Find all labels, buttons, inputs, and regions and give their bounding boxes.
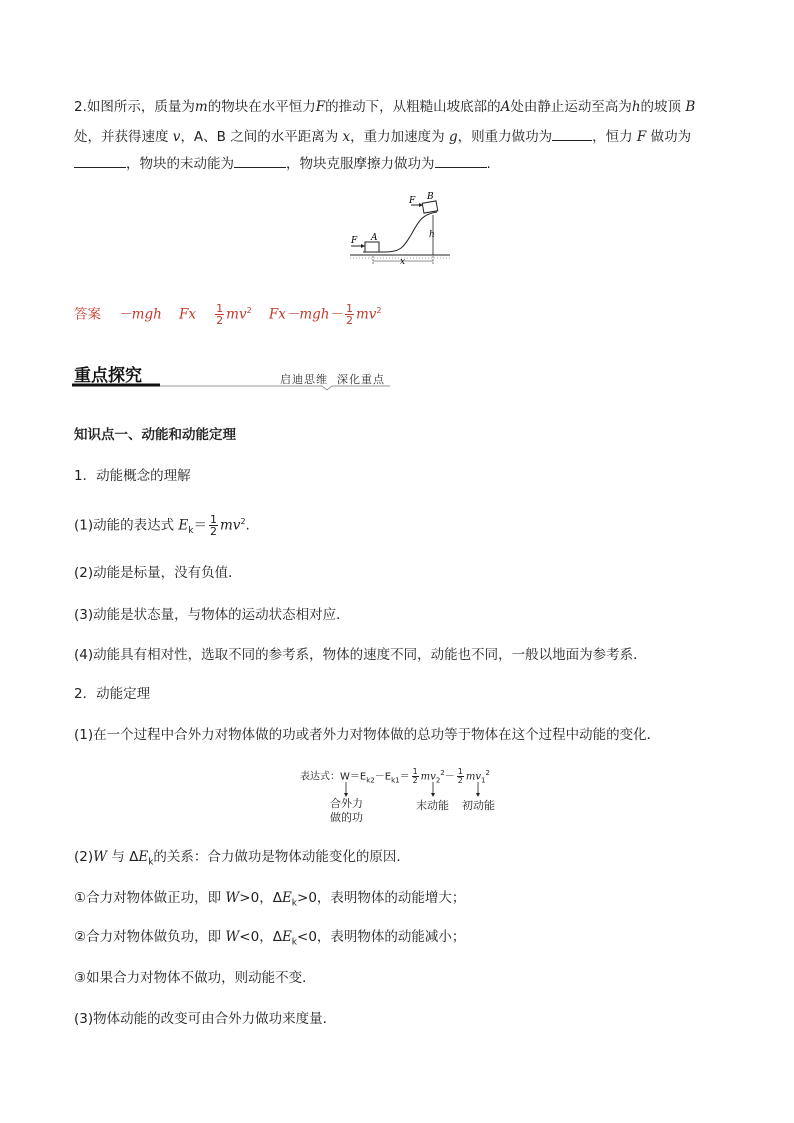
subscript: k1 bbox=[391, 776, 400, 785]
para-4: (4)动能具有相对性，选取不同的参考系，物体的速度不同，动能也不同，一般以地面为参考系． bbox=[74, 647, 647, 663]
text: <0，Δ bbox=[239, 929, 282, 945]
text: ①合力对物体做正功，即 bbox=[74, 890, 222, 906]
para-6 bbox=[74, 847, 410, 873]
answer-2: Fx bbox=[178, 306, 196, 323]
para-3: (3)动能是状态量，与物体的运动状态相对应． bbox=[74, 607, 350, 623]
text: >0，表明物体的动能增大； bbox=[297, 890, 466, 906]
answer-blank-2 bbox=[74, 153, 126, 168]
text: 合外力 bbox=[330, 797, 363, 810]
text: >0，Δ bbox=[239, 890, 282, 906]
arrowhead bbox=[361, 244, 365, 248]
var-F: F bbox=[636, 129, 647, 145]
var-E: E bbox=[281, 929, 292, 945]
var-E: E bbox=[178, 517, 189, 534]
text: －E bbox=[374, 771, 392, 783]
text: ，物块克服摩擦力做功为 bbox=[286, 156, 435, 172]
denominator: 2 bbox=[345, 314, 353, 327]
answer-line bbox=[74, 299, 382, 327]
text: ，物块的末动能为 bbox=[126, 156, 234, 172]
denominator: 2 bbox=[412, 775, 418, 785]
exponent: 2 bbox=[376, 306, 382, 315]
para-5: (1)在一个过程中合外力对物体做的功或者外力对物体做的总功等于物体在这个过程中动能的变化． bbox=[74, 727, 661, 743]
subscript: k bbox=[188, 526, 194, 537]
block-B bbox=[422, 201, 438, 213]
text: 做功为 bbox=[650, 129, 692, 145]
para-7 bbox=[74, 888, 465, 914]
text: . bbox=[486, 156, 491, 172]
exponent: 2 bbox=[485, 769, 490, 777]
var-h: h bbox=[631, 99, 641, 115]
text: 处，并获得速度 bbox=[74, 129, 169, 145]
text: 处由静止运动至高为 bbox=[510, 99, 632, 115]
var-m: m bbox=[194, 99, 208, 115]
var-g: g bbox=[448, 129, 458, 145]
numerator: 1 bbox=[412, 766, 418, 776]
var-F: F bbox=[315, 99, 326, 115]
text: (2) bbox=[74, 849, 94, 865]
text: 的坡顶 bbox=[640, 99, 682, 115]
text: ，重力加速度为 bbox=[350, 129, 445, 145]
numerator: 1 bbox=[457, 766, 463, 776]
subscript: 2 bbox=[435, 776, 441, 785]
formula-label-work bbox=[330, 797, 363, 825]
var-E: E bbox=[138, 849, 149, 865]
var-mv: mv bbox=[420, 771, 436, 783]
numerator: 1 bbox=[345, 302, 353, 315]
subscript: k bbox=[148, 857, 154, 868]
denominator: 2 bbox=[457, 775, 463, 785]
problem-line-2 bbox=[74, 126, 691, 147]
fraction bbox=[345, 303, 354, 326]
para-9: ③如果合力对物体不做功，则动能不变． bbox=[74, 970, 316, 986]
text: ＝ bbox=[399, 771, 410, 783]
text: 做的功 bbox=[330, 811, 363, 824]
text: ，则重力做功为 bbox=[457, 129, 553, 145]
para-10: (3)物体动能的改变可由合外力做功来度量． bbox=[74, 1011, 337, 1027]
para-1 bbox=[74, 508, 250, 545]
text: 的物块在水平恒力 bbox=[207, 99, 316, 115]
figure-label: x bbox=[400, 257, 406, 267]
subscript: k2 bbox=[366, 776, 375, 785]
tag-1: 启迪思维 bbox=[280, 373, 328, 386]
answer-blank-4 bbox=[435, 153, 487, 168]
problem-line-3 bbox=[74, 153, 491, 174]
problem-line-1 bbox=[74, 97, 695, 117]
section-title: 重点探究 bbox=[74, 366, 142, 386]
text: <0，表明物体的动能减小； bbox=[297, 929, 466, 945]
var-v: v bbox=[172, 129, 181, 145]
figure-label: h bbox=[429, 230, 435, 240]
text: ，A、B 之间的水平距离为 bbox=[180, 129, 339, 145]
var-W: W bbox=[225, 890, 240, 906]
figure-label: F bbox=[409, 196, 416, 206]
var-mv: mv bbox=[220, 517, 241, 534]
fraction bbox=[215, 303, 224, 326]
figure-label: B bbox=[427, 192, 434, 202]
text: 2.如图所示，质量为 bbox=[74, 99, 195, 115]
exponent: 2 bbox=[246, 306, 252, 315]
text: ②合力对物体做负功，即 bbox=[74, 929, 222, 945]
section-tags bbox=[280, 371, 385, 387]
text: 的关系：合力做功是物体动能变化的原因． bbox=[153, 849, 410, 865]
text: (1)动能的表达式 bbox=[74, 517, 175, 534]
var-W: W bbox=[93, 849, 108, 865]
kp1-title: 知识点一、动能和动能定理 bbox=[74, 427, 236, 443]
text: ，恒力 bbox=[592, 129, 633, 145]
heading-1: 1．动能概念的理解 bbox=[74, 468, 191, 484]
var-W: W bbox=[225, 929, 240, 945]
subscript: k bbox=[291, 937, 298, 948]
answer-1: －mgh bbox=[118, 306, 162, 323]
formula-arrows bbox=[300, 782, 500, 798]
var-A: A bbox=[500, 99, 511, 115]
answer-label: 答案 bbox=[74, 306, 101, 323]
figure-label: F bbox=[351, 236, 358, 246]
text: 与 Δ bbox=[111, 849, 139, 865]
answer-4: Fx－mgh－ bbox=[268, 306, 343, 323]
subscript: k bbox=[291, 898, 298, 909]
text: － bbox=[444, 771, 455, 783]
answer-3: mv bbox=[226, 306, 247, 323]
var-mv: mv bbox=[465, 771, 481, 783]
var-x: x bbox=[342, 129, 351, 145]
para-8 bbox=[74, 927, 465, 953]
text: 的推动下，从粗糙山坡底部的 bbox=[325, 99, 501, 115]
tag-2: 深化重点 bbox=[337, 373, 385, 386]
figure-label: A bbox=[371, 233, 378, 243]
text: 表达式：W＝E bbox=[300, 771, 367, 783]
var-B: B bbox=[685, 99, 696, 115]
para-2: (2)动能是标量，没有负值． bbox=[74, 565, 242, 581]
denominator: 2 bbox=[210, 525, 217, 538]
slope-figure bbox=[345, 190, 455, 268]
formula-label-initial: 初动能 bbox=[462, 799, 495, 812]
formula-label-final: 末动能 bbox=[416, 799, 449, 812]
heading-2: 2．动能定理 bbox=[74, 686, 151, 702]
exponent: 2 bbox=[440, 769, 445, 777]
answer-blank-3 bbox=[234, 153, 286, 168]
numerator: 1 bbox=[210, 513, 217, 526]
denominator: 2 bbox=[216, 314, 224, 327]
subscript: 1 bbox=[480, 776, 486, 785]
answer-blank-1 bbox=[552, 126, 592, 141]
answer-4-mv: mv bbox=[355, 306, 377, 323]
numerator: 1 bbox=[216, 302, 224, 315]
exponent: 2 bbox=[240, 517, 246, 526]
var-E: E bbox=[281, 890, 292, 906]
text: . bbox=[245, 517, 250, 534]
fraction bbox=[209, 514, 218, 537]
block-A bbox=[365, 242, 379, 252]
text: ＝ bbox=[193, 517, 207, 534]
